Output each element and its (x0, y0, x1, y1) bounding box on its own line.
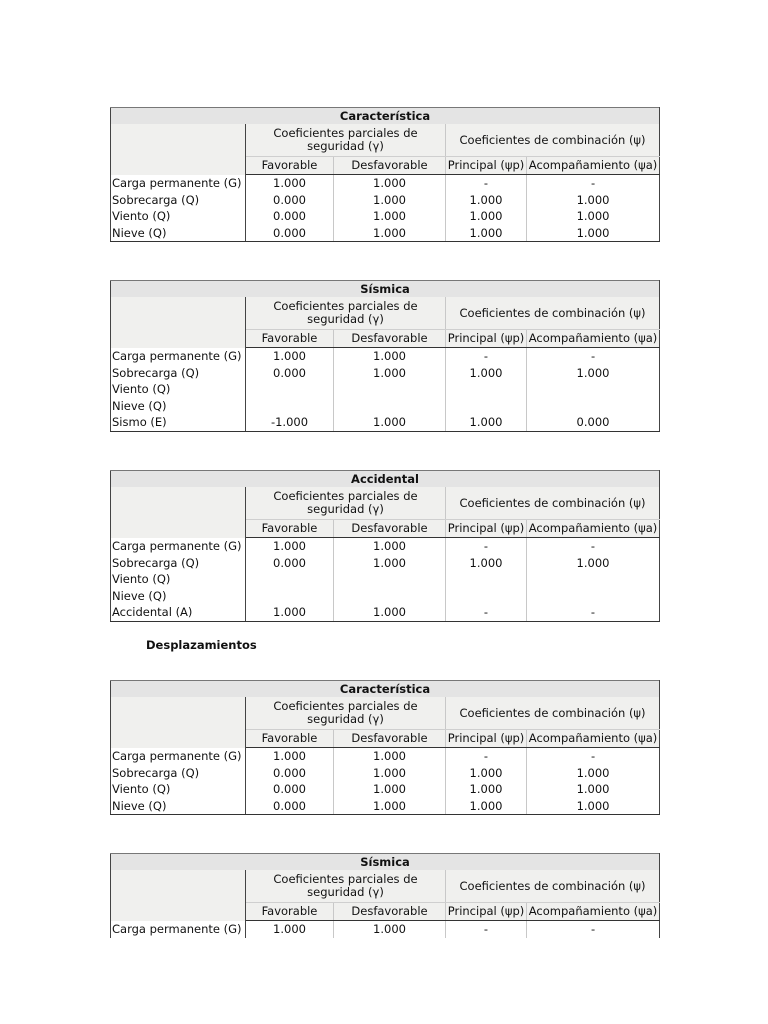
value-favorable: 1.000 (273, 176, 306, 190)
value-desfavorable: 1.000 (334, 538, 446, 555)
header-combination-coefficients: Coeficientes de combinación (ψ) (446, 124, 660, 157)
header-partial-coefficients: Coeficientes parciales de seguridad (γ) (246, 124, 446, 157)
row-label: Viento (Q) (111, 571, 246, 588)
header-principal: Principal (ψp) (446, 520, 527, 538)
table-row (111, 398, 660, 415)
value-principal: 1.000 (446, 365, 527, 382)
value-acompanamiento: 1.000 (527, 225, 660, 242)
table-row (111, 748, 660, 765)
header-partial-coefficients: Coeficientes parciales de seguridad (γ) (246, 870, 446, 903)
row-label: Viento (Q) (111, 381, 246, 398)
value-desfavorable: 1.000 (334, 414, 446, 431)
value-favorable: 1.000 (246, 604, 334, 621)
header-row-groups (111, 124, 660, 157)
value-principal: - (446, 175, 527, 192)
header-acompanamiento: Acompañamiento (ψa) (527, 730, 660, 748)
row-label: Nieve (Q) (111, 798, 246, 815)
header-partial-coefficients: Coeficientes parciales de seguridad (γ) (246, 297, 446, 330)
coefficients-table (110, 470, 660, 622)
value-acompanamiento (527, 398, 660, 415)
row-label: Sobrecarga (Q) (111, 555, 246, 572)
header-row-groups (111, 487, 660, 520)
value-acompanamiento: 1.000 (527, 765, 660, 782)
value-acompanamiento (527, 588, 660, 605)
value-acompanamiento: - (527, 748, 660, 765)
header-principal: Principal (ψp) (446, 157, 527, 175)
value-principal: - (446, 538, 527, 555)
header-row-groups (111, 297, 660, 330)
table-row (111, 348, 660, 365)
value-acompanamiento: 1.000 (527, 798, 660, 815)
table-row (111, 604, 660, 621)
value-favorable: 1.000 (273, 539, 306, 553)
value-acompanamiento: - (527, 348, 660, 365)
header-desfavorable: Desfavorable (334, 520, 446, 538)
value-favorable: -1.000 (246, 414, 334, 431)
value-desfavorable: 1.000 (334, 781, 446, 798)
row-label: Sobrecarga (Q) (111, 765, 246, 782)
table-row (111, 414, 660, 431)
table-row (111, 765, 660, 782)
value-favorable: 0.000 (273, 192, 306, 207)
value-desfavorable: 1.000 (334, 765, 446, 782)
header-desfavorable: Desfavorable (334, 157, 446, 175)
table-title: Sísmica (111, 281, 660, 298)
value-desfavorable: 1.000 (334, 208, 446, 225)
row-label: Accidental (A) (111, 604, 246, 621)
value-principal: - (446, 604, 527, 621)
header-principal: Principal (ψp) (446, 903, 527, 921)
value-principal (446, 588, 527, 605)
coefficients-table (110, 280, 660, 432)
value-acompanamiento: 1.000 (527, 555, 660, 572)
row-label: Carga permanente (G) (111, 921, 246, 938)
value-acompanamiento: - (527, 175, 660, 192)
header-combination-coefficients: Coeficientes de combinación (ψ) (446, 870, 660, 903)
value-favorable: 0.000 (273, 782, 306, 797)
table-row (111, 781, 660, 798)
table-row (111, 588, 660, 605)
row-label: Viento (Q) (111, 208, 246, 225)
value-acompanamiento: - (527, 538, 660, 555)
value-principal: 1.000 (446, 765, 527, 782)
value-favorable: 0.000 (273, 365, 306, 380)
row-label: Nieve (Q) (111, 398, 246, 415)
table-title: Característica (111, 108, 660, 125)
value-desfavorable: 1.000 (334, 192, 446, 209)
table-title-row (111, 108, 660, 125)
header-combination-coefficients: Coeficientes de combinación (ψ) (446, 697, 660, 730)
value-acompanamiento (527, 571, 660, 588)
header-acompanamiento: Acompañamiento (ψa) (527, 903, 660, 921)
header-favorable: Favorable (246, 903, 334, 921)
header-row-groups (111, 870, 660, 903)
table-title-row (111, 854, 660, 871)
value-acompanamiento: - (527, 921, 660, 938)
row-label: Nieve (Q) (111, 588, 246, 605)
row-label: Sobrecarga (Q) (111, 192, 246, 209)
header-partial-coefficients: Coeficientes parciales de seguridad (γ) (246, 487, 446, 520)
table-title: Característica (111, 681, 660, 698)
value-desfavorable: 1.000 (334, 365, 446, 382)
value-desfavorable (334, 381, 446, 398)
value-favorable (246, 381, 334, 398)
value-acompanamiento: 1.000 (527, 365, 660, 382)
value-principal: 1.000 (446, 192, 527, 209)
header-principal: Principal (ψp) (446, 330, 527, 348)
row-label: Carga permanente (G) (111, 538, 246, 555)
value-desfavorable: 1.000 (334, 175, 446, 192)
value-principal: - (446, 921, 527, 938)
header-acompanamiento: Acompañamiento (ψa) (527, 330, 660, 348)
row-label: Carga permanente (G) (111, 348, 246, 365)
table-row (111, 381, 660, 398)
row-label: Sismo (E) (111, 414, 246, 431)
value-favorable: 0.000 (273, 555, 306, 570)
value-acompanamiento: - (527, 604, 660, 621)
value-favorable: 0.000 (273, 209, 306, 224)
header-blank-cell (111, 870, 246, 921)
value-desfavorable: 1.000 (334, 921, 446, 938)
value-principal (446, 381, 527, 398)
table-title: Accidental (111, 471, 660, 488)
header-principal: Principal (ψp) (446, 730, 527, 748)
value-desfavorable: 1.000 (334, 225, 446, 242)
value-favorable: 0.000 (273, 765, 306, 780)
value-desfavorable: 1.000 (334, 798, 446, 815)
row-label: Viento (Q) (111, 781, 246, 798)
row-label: Carga permanente (G) (111, 175, 246, 192)
value-favorable (246, 398, 334, 415)
value-acompanamiento: 0.000 (527, 414, 660, 431)
value-favorable (246, 571, 334, 588)
header-combination-coefficients: Coeficientes de combinación (ψ) (446, 487, 660, 520)
value-principal: 1.000 (446, 555, 527, 572)
value-principal: 1.000 (446, 798, 527, 815)
header-desfavorable: Desfavorable (334, 730, 446, 748)
value-desfavorable (334, 398, 446, 415)
table-row (111, 175, 660, 192)
value-acompanamiento: 1.000 (527, 192, 660, 209)
value-acompanamiento: 1.000 (527, 781, 660, 798)
header-acompanamiento: Acompañamiento (ψa) (527, 520, 660, 538)
value-acompanamiento: 1.000 (527, 208, 660, 225)
table-row (111, 365, 660, 382)
table-row (111, 208, 660, 225)
table-row (111, 225, 660, 242)
header-blank-cell (111, 487, 246, 538)
header-favorable: Favorable (246, 330, 334, 348)
value-principal: - (446, 748, 527, 765)
table-row (111, 192, 660, 209)
table-row (111, 555, 660, 572)
table-row (111, 921, 660, 938)
value-favorable: 1.000 (273, 349, 306, 363)
table-title-row (111, 471, 660, 488)
value-favorable: 1.000 (273, 922, 306, 936)
header-partial-coefficients: Coeficientes parciales de seguridad (γ) (246, 697, 446, 730)
value-principal: 1.000 (446, 208, 527, 225)
value-favorable: 0.000 (246, 225, 334, 242)
value-desfavorable (334, 588, 446, 605)
coefficients-table (110, 680, 660, 815)
value-desfavorable: 1.000 (334, 348, 446, 365)
table-title-row (111, 681, 660, 698)
table-title-row (111, 281, 660, 298)
header-blank-cell (111, 697, 246, 748)
value-principal: 1.000 (446, 225, 527, 242)
header-favorable: Favorable (246, 157, 334, 175)
row-label: Sobrecarga (Q) (111, 365, 246, 382)
value-principal: 1.000 (446, 414, 527, 431)
header-combination-coefficients: Coeficientes de combinación (ψ) (446, 297, 660, 330)
header-favorable: Favorable (246, 520, 334, 538)
header-blank-cell (111, 297, 246, 348)
table-row (111, 571, 660, 588)
header-blank-cell (111, 124, 246, 175)
section-heading: Desplazamientos (146, 638, 257, 652)
value-favorable: 0.000 (246, 798, 334, 815)
table-row (111, 798, 660, 815)
coefficients-table (110, 107, 660, 242)
header-desfavorable: Desfavorable (334, 903, 446, 921)
value-desfavorable (334, 571, 446, 588)
value-principal: 1.000 (446, 781, 527, 798)
header-row-groups (111, 697, 660, 730)
header-favorable: Favorable (246, 730, 334, 748)
value-acompanamiento (527, 381, 660, 398)
value-principal (446, 398, 527, 415)
header-acompanamiento: Acompañamiento (ψa) (527, 157, 660, 175)
value-favorable: 1.000 (273, 749, 306, 763)
value-favorable (246, 588, 334, 605)
table-title: Sísmica (111, 854, 660, 871)
header-desfavorable: Desfavorable (334, 330, 446, 348)
row-label: Carga permanente (G) (111, 748, 246, 765)
value-principal: - (446, 348, 527, 365)
table-row (111, 538, 660, 555)
value-desfavorable: 1.000 (334, 555, 446, 572)
value-desfavorable: 1.000 (334, 604, 446, 621)
value-principal (446, 571, 527, 588)
row-label: Nieve (Q) (111, 225, 246, 242)
coefficients-table (110, 853, 660, 938)
value-desfavorable: 1.000 (334, 748, 446, 765)
